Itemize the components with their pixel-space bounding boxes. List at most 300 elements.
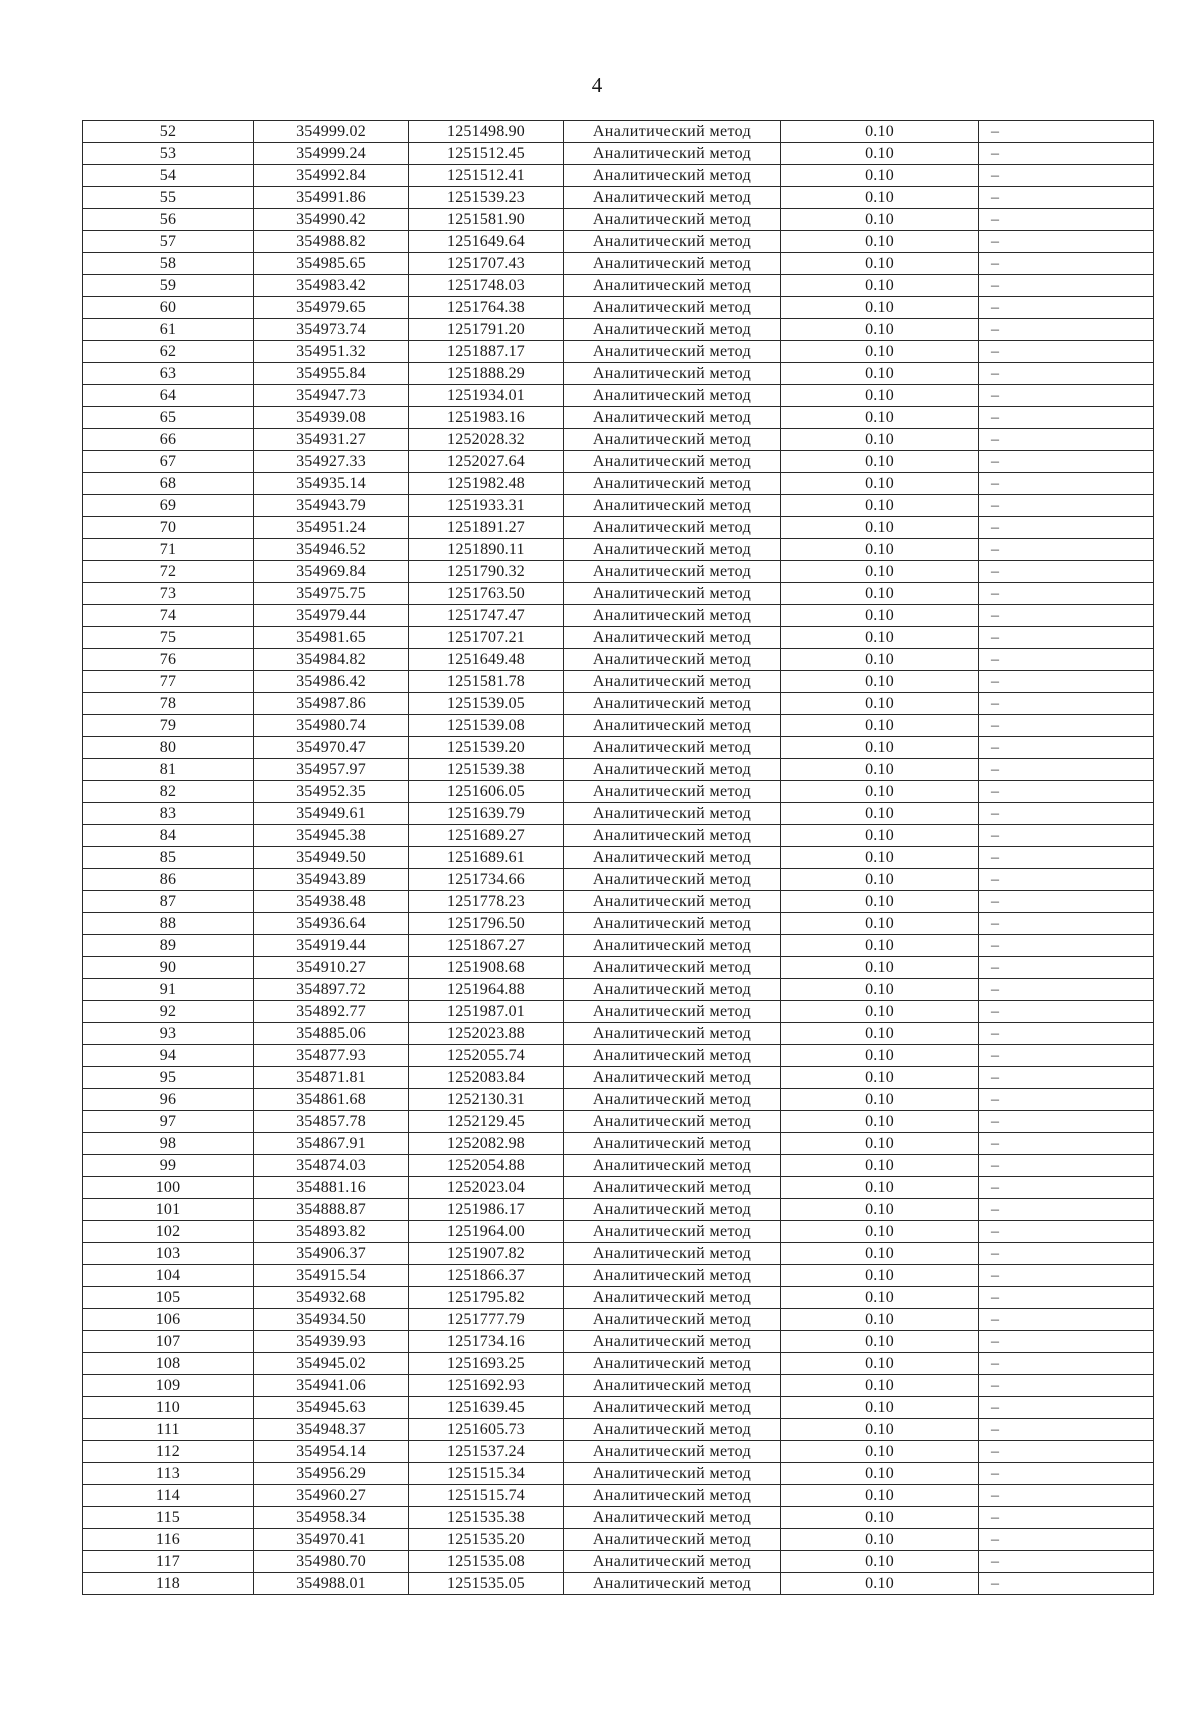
method-cell: Аналитический метод: [564, 1045, 781, 1067]
note-cell: –: [979, 715, 1154, 737]
point-number-cell: 118: [83, 1573, 254, 1595]
x-coordinate-cell: 354945.63: [254, 1397, 409, 1419]
note-cell: –: [979, 1023, 1154, 1045]
method-cell: Аналитический метод: [564, 583, 781, 605]
y-coordinate-cell: 1251649.48: [409, 649, 564, 671]
x-coordinate-cell: 354999.24: [254, 143, 409, 165]
y-coordinate-cell: 1251764.38: [409, 297, 564, 319]
method-cell: Аналитический метод: [564, 847, 781, 869]
x-coordinate-cell: 354956.29: [254, 1463, 409, 1485]
note-cell: –: [979, 1309, 1154, 1331]
x-coordinate-cell: 354987.86: [254, 693, 409, 715]
table-row: [83, 1155, 1154, 1177]
method-cell: Аналитический метод: [564, 1463, 781, 1485]
note-cell: –: [979, 935, 1154, 957]
accuracy-cell: 0.10: [781, 1177, 979, 1199]
note-cell: –: [979, 121, 1154, 143]
accuracy-cell: 0.10: [781, 385, 979, 407]
table-row: [83, 319, 1154, 341]
y-coordinate-cell: 1251539.05: [409, 693, 564, 715]
point-number-cell: 93: [83, 1023, 254, 1045]
y-coordinate-cell: 1252023.88: [409, 1023, 564, 1045]
note-cell: –: [979, 1089, 1154, 1111]
y-coordinate-cell: 1251964.00: [409, 1221, 564, 1243]
note-cell: –: [979, 165, 1154, 187]
point-number-cell: 106: [83, 1309, 254, 1331]
method-cell: Аналитический метод: [564, 231, 781, 253]
method-cell: Аналитический метод: [564, 341, 781, 363]
note-cell: –: [979, 1573, 1154, 1595]
accuracy-cell: 0.10: [781, 825, 979, 847]
x-coordinate-cell: 354949.61: [254, 803, 409, 825]
accuracy-cell: 0.10: [781, 1089, 979, 1111]
table-row: [83, 1023, 1154, 1045]
point-number-cell: 80: [83, 737, 254, 759]
y-coordinate-cell: 1251734.66: [409, 869, 564, 891]
y-coordinate-cell: 1251535.20: [409, 1529, 564, 1551]
point-number-cell: 60: [83, 297, 254, 319]
table-row: [83, 451, 1154, 473]
method-cell: Аналитический метод: [564, 781, 781, 803]
accuracy-cell: 0.10: [781, 1331, 979, 1353]
point-number-cell: 96: [83, 1089, 254, 1111]
y-coordinate-cell: 1251777.79: [409, 1309, 564, 1331]
note-cell: –: [979, 407, 1154, 429]
point-number-cell: 67: [83, 451, 254, 473]
x-coordinate-cell: 354945.02: [254, 1353, 409, 1375]
note-cell: –: [979, 869, 1154, 891]
x-coordinate-cell: 354949.50: [254, 847, 409, 869]
table-row: [83, 715, 1154, 737]
note-cell: –: [979, 1463, 1154, 1485]
x-coordinate-cell: 354938.48: [254, 891, 409, 913]
method-cell: Аналитический метод: [564, 1265, 781, 1287]
x-coordinate-cell: 354943.79: [254, 495, 409, 517]
note-cell: –: [979, 1397, 1154, 1419]
method-cell: Аналитический метод: [564, 605, 781, 627]
x-coordinate-cell: 354931.27: [254, 429, 409, 451]
x-coordinate-cell: 354927.33: [254, 451, 409, 473]
table-row: [83, 693, 1154, 715]
method-cell: Аналитический метод: [564, 253, 781, 275]
point-number-cell: 78: [83, 693, 254, 715]
point-number-cell: 58: [83, 253, 254, 275]
x-coordinate-cell: 354985.65: [254, 253, 409, 275]
x-coordinate-cell: 354981.65: [254, 627, 409, 649]
note-cell: –: [979, 891, 1154, 913]
method-cell: Аналитический метод: [564, 121, 781, 143]
table-row: [83, 649, 1154, 671]
page-number: [0, 72, 1200, 98]
method-cell: Аналитический метод: [564, 1397, 781, 1419]
table-row: [83, 1419, 1154, 1441]
method-cell: Аналитический метод: [564, 1529, 781, 1551]
y-coordinate-cell: 1251934.01: [409, 385, 564, 407]
point-number-cell: 87: [83, 891, 254, 913]
point-number-cell: 103: [83, 1243, 254, 1265]
x-coordinate-cell: 354936.64: [254, 913, 409, 935]
table-row: [83, 1243, 1154, 1265]
accuracy-cell: 0.10: [781, 1265, 979, 1287]
method-cell: Аналитический метод: [564, 1309, 781, 1331]
accuracy-cell: 0.10: [781, 1001, 979, 1023]
table-row: [83, 583, 1154, 605]
point-number-cell: 59: [83, 275, 254, 297]
accuracy-cell: 0.10: [781, 1045, 979, 1067]
x-coordinate-cell: 354984.82: [254, 649, 409, 671]
point-number-cell: 85: [83, 847, 254, 869]
table-row: [83, 1001, 1154, 1023]
method-cell: Аналитический метод: [564, 1155, 781, 1177]
accuracy-cell: 0.10: [781, 539, 979, 561]
method-cell: Аналитический метод: [564, 957, 781, 979]
table-row: [83, 297, 1154, 319]
point-number-cell: 109: [83, 1375, 254, 1397]
point-number-cell: 74: [83, 605, 254, 627]
point-number-cell: 98: [83, 1133, 254, 1155]
accuracy-cell: 0.10: [781, 1023, 979, 1045]
method-cell: Аналитический метод: [564, 891, 781, 913]
note-cell: –: [979, 957, 1154, 979]
note-cell: –: [979, 1155, 1154, 1177]
accuracy-cell: 0.10: [781, 759, 979, 781]
page-number-text: 4: [591, 73, 603, 97]
point-number-cell: 114: [83, 1485, 254, 1507]
point-number-cell: 53: [83, 143, 254, 165]
note-cell: –: [979, 517, 1154, 539]
note-cell: –: [979, 1419, 1154, 1441]
point-number-cell: 54: [83, 165, 254, 187]
point-number-cell: 116: [83, 1529, 254, 1551]
note-cell: –: [979, 627, 1154, 649]
note-cell: –: [979, 605, 1154, 627]
y-coordinate-cell: 1251512.41: [409, 165, 564, 187]
method-cell: Аналитический метод: [564, 1089, 781, 1111]
table-row: [83, 1221, 1154, 1243]
x-coordinate-cell: 354980.74: [254, 715, 409, 737]
accuracy-cell: 0.10: [781, 1309, 979, 1331]
table-row: [83, 1045, 1154, 1067]
point-number-cell: 105: [83, 1287, 254, 1309]
x-coordinate-cell: 354919.44: [254, 935, 409, 957]
method-cell: Аналитический метод: [564, 1419, 781, 1441]
note-cell: –: [979, 1199, 1154, 1221]
accuracy-cell: 0.10: [781, 1111, 979, 1133]
note-cell: –: [979, 1067, 1154, 1089]
note-cell: –: [979, 583, 1154, 605]
note-cell: –: [979, 1243, 1154, 1265]
point-number-cell: 102: [83, 1221, 254, 1243]
accuracy-cell: 0.10: [781, 209, 979, 231]
table-row: [83, 957, 1154, 979]
x-coordinate-cell: 354881.16: [254, 1177, 409, 1199]
method-cell: Аналитический метод: [564, 935, 781, 957]
accuracy-cell: 0.10: [781, 869, 979, 891]
y-coordinate-cell: 1251707.43: [409, 253, 564, 275]
accuracy-cell: 0.10: [781, 121, 979, 143]
x-coordinate-cell: 354957.97: [254, 759, 409, 781]
accuracy-cell: 0.10: [781, 1485, 979, 1507]
point-number-cell: 94: [83, 1045, 254, 1067]
method-cell: Аналитический метод: [564, 495, 781, 517]
table-row: [83, 1067, 1154, 1089]
point-number-cell: 112: [83, 1441, 254, 1463]
note-cell: –: [979, 297, 1154, 319]
point-number-cell: 66: [83, 429, 254, 451]
note-cell: –: [979, 1375, 1154, 1397]
y-coordinate-cell: 1251964.88: [409, 979, 564, 1001]
table-row: [83, 869, 1154, 891]
point-number-cell: 115: [83, 1507, 254, 1529]
y-coordinate-cell: 1251790.32: [409, 561, 564, 583]
method-cell: Аналитический метод: [564, 627, 781, 649]
x-coordinate-cell: 354934.50: [254, 1309, 409, 1331]
accuracy-cell: 0.10: [781, 693, 979, 715]
x-coordinate-cell: 354973.74: [254, 319, 409, 341]
x-coordinate-cell: 354954.14: [254, 1441, 409, 1463]
x-coordinate-cell: 354877.93: [254, 1045, 409, 1067]
point-number-cell: 95: [83, 1067, 254, 1089]
x-coordinate-cell: 354897.72: [254, 979, 409, 1001]
point-number-cell: 75: [83, 627, 254, 649]
note-cell: –: [979, 1551, 1154, 1573]
x-coordinate-cell: 354951.32: [254, 341, 409, 363]
table-row: [83, 209, 1154, 231]
point-number-cell: 73: [83, 583, 254, 605]
accuracy-cell: 0.10: [781, 583, 979, 605]
table-body: [83, 121, 1154, 1595]
x-coordinate-cell: 354943.89: [254, 869, 409, 891]
x-coordinate-cell: 354988.01: [254, 1573, 409, 1595]
y-coordinate-cell: 1251747.47: [409, 605, 564, 627]
accuracy-cell: 0.10: [781, 1529, 979, 1551]
y-coordinate-cell: 1252054.88: [409, 1155, 564, 1177]
note-cell: –: [979, 539, 1154, 561]
point-number-cell: 72: [83, 561, 254, 583]
accuracy-cell: 0.10: [781, 891, 979, 913]
table-row: [83, 1199, 1154, 1221]
table-row: [83, 1353, 1154, 1375]
point-number-cell: 117: [83, 1551, 254, 1573]
table-row: [83, 671, 1154, 693]
x-coordinate-cell: 354960.27: [254, 1485, 409, 1507]
y-coordinate-cell: 1251512.45: [409, 143, 564, 165]
x-coordinate-cell: 354915.54: [254, 1265, 409, 1287]
table-row: [83, 1375, 1154, 1397]
method-cell: Аналитический метод: [564, 1287, 781, 1309]
method-cell: Аналитический метод: [564, 407, 781, 429]
y-coordinate-cell: 1251498.90: [409, 121, 564, 143]
table-row: [83, 627, 1154, 649]
x-coordinate-cell: 354871.81: [254, 1067, 409, 1089]
accuracy-cell: 0.10: [781, 935, 979, 957]
accuracy-cell: 0.10: [781, 1507, 979, 1529]
method-cell: Аналитический метод: [564, 1485, 781, 1507]
point-number-cell: 79: [83, 715, 254, 737]
table-row: [83, 847, 1154, 869]
point-number-cell: 101: [83, 1199, 254, 1221]
point-number-cell: 104: [83, 1265, 254, 1287]
note-cell: –: [979, 693, 1154, 715]
x-coordinate-cell: 354893.82: [254, 1221, 409, 1243]
accuracy-cell: 0.10: [781, 1243, 979, 1265]
note-cell: –: [979, 1177, 1154, 1199]
x-coordinate-cell: 354857.78: [254, 1111, 409, 1133]
method-cell: Аналитический метод: [564, 737, 781, 759]
x-coordinate-cell: 354979.44: [254, 605, 409, 627]
table-row: [83, 473, 1154, 495]
y-coordinate-cell: 1251867.27: [409, 935, 564, 957]
accuracy-cell: 0.10: [781, 627, 979, 649]
table-row: [83, 935, 1154, 957]
x-coordinate-cell: 354945.38: [254, 825, 409, 847]
method-cell: Аналитический метод: [564, 1551, 781, 1573]
y-coordinate-cell: 1251539.08: [409, 715, 564, 737]
table-row: [83, 979, 1154, 1001]
y-coordinate-cell: 1251606.05: [409, 781, 564, 803]
accuracy-cell: 0.10: [781, 1067, 979, 1089]
table-row: [83, 341, 1154, 363]
y-coordinate-cell: 1252028.32: [409, 429, 564, 451]
method-cell: Аналитический метод: [564, 473, 781, 495]
x-coordinate-cell: 354991.86: [254, 187, 409, 209]
point-number-cell: 61: [83, 319, 254, 341]
table-row: [83, 143, 1154, 165]
x-coordinate-cell: 354861.68: [254, 1089, 409, 1111]
note-cell: –: [979, 781, 1154, 803]
x-coordinate-cell: 354951.24: [254, 517, 409, 539]
method-cell: Аналитический метод: [564, 649, 781, 671]
accuracy-cell: 0.10: [781, 187, 979, 209]
method-cell: Аналитический метод: [564, 1133, 781, 1155]
point-number-cell: 88: [83, 913, 254, 935]
table-row: [83, 385, 1154, 407]
note-cell: –: [979, 253, 1154, 275]
accuracy-cell: 0.10: [781, 715, 979, 737]
method-cell: Аналитический метод: [564, 1375, 781, 1397]
y-coordinate-cell: 1252023.04: [409, 1177, 564, 1199]
accuracy-cell: 0.10: [781, 605, 979, 627]
method-cell: Аналитический метод: [564, 1067, 781, 1089]
method-cell: Аналитический метод: [564, 869, 781, 891]
x-coordinate-cell: 354948.37: [254, 1419, 409, 1441]
point-number-cell: 71: [83, 539, 254, 561]
table-row: [83, 1529, 1154, 1551]
method-cell: Аналитический метод: [564, 913, 781, 935]
y-coordinate-cell: 1251535.08: [409, 1551, 564, 1573]
accuracy-cell: 0.10: [781, 517, 979, 539]
method-cell: Аналитический метод: [564, 1243, 781, 1265]
x-coordinate-cell: 354952.35: [254, 781, 409, 803]
point-number-cell: 99: [83, 1155, 254, 1177]
x-coordinate-cell: 354992.84: [254, 165, 409, 187]
table-row: [83, 1551, 1154, 1573]
x-coordinate-cell: 354970.47: [254, 737, 409, 759]
method-cell: Аналитический метод: [564, 1331, 781, 1353]
point-number-cell: 82: [83, 781, 254, 803]
accuracy-cell: 0.10: [781, 1353, 979, 1375]
point-number-cell: 107: [83, 1331, 254, 1353]
note-cell: –: [979, 1287, 1154, 1309]
accuracy-cell: 0.10: [781, 847, 979, 869]
table-row: [83, 1111, 1154, 1133]
table-row: [83, 781, 1154, 803]
table-row: [83, 561, 1154, 583]
note-cell: –: [979, 913, 1154, 935]
x-coordinate-cell: 354986.42: [254, 671, 409, 693]
point-number-cell: 90: [83, 957, 254, 979]
table-row: [83, 1133, 1154, 1155]
point-number-cell: 69: [83, 495, 254, 517]
note-cell: –: [979, 671, 1154, 693]
note-cell: –: [979, 1353, 1154, 1375]
point-number-cell: 70: [83, 517, 254, 539]
point-number-cell: 83: [83, 803, 254, 825]
table-row: [83, 1309, 1154, 1331]
table-row: [83, 121, 1154, 143]
y-coordinate-cell: 1251535.38: [409, 1507, 564, 1529]
x-coordinate-cell: 354990.42: [254, 209, 409, 231]
accuracy-cell: 0.10: [781, 1573, 979, 1595]
accuracy-cell: 0.10: [781, 1397, 979, 1419]
table-row: [83, 1441, 1154, 1463]
table-row: [83, 407, 1154, 429]
note-cell: –: [979, 1221, 1154, 1243]
y-coordinate-cell: 1251907.82: [409, 1243, 564, 1265]
table-row: [83, 253, 1154, 275]
x-coordinate-cell: 354939.93: [254, 1331, 409, 1353]
x-coordinate-cell: 354939.08: [254, 407, 409, 429]
accuracy-cell: 0.10: [781, 737, 979, 759]
point-number-cell: 62: [83, 341, 254, 363]
x-coordinate-cell: 354999.02: [254, 121, 409, 143]
method-cell: Аналитический метод: [564, 209, 781, 231]
table-row: [83, 1397, 1154, 1419]
method-cell: Аналитический метод: [564, 1111, 781, 1133]
accuracy-cell: 0.10: [781, 1199, 979, 1221]
note-cell: –: [979, 649, 1154, 671]
accuracy-cell: 0.10: [781, 979, 979, 1001]
method-cell: Аналитический метод: [564, 979, 781, 1001]
y-coordinate-cell: 1251689.61: [409, 847, 564, 869]
accuracy-cell: 0.10: [781, 429, 979, 451]
method-cell: Аналитический метод: [564, 1507, 781, 1529]
accuracy-cell: 0.10: [781, 1419, 979, 1441]
note-cell: –: [979, 1265, 1154, 1287]
table-row: [83, 539, 1154, 561]
y-coordinate-cell: 1251796.50: [409, 913, 564, 935]
note-cell: –: [979, 143, 1154, 165]
y-coordinate-cell: 1251537.24: [409, 1441, 564, 1463]
method-cell: Аналитический метод: [564, 143, 781, 165]
method-cell: Аналитический метод: [564, 1177, 781, 1199]
method-cell: Аналитический метод: [564, 715, 781, 737]
table-row: [83, 1507, 1154, 1529]
method-cell: Аналитический метод: [564, 165, 781, 187]
method-cell: Аналитический метод: [564, 1353, 781, 1375]
accuracy-cell: 0.10: [781, 1375, 979, 1397]
x-coordinate-cell: 354892.77: [254, 1001, 409, 1023]
x-coordinate-cell: 354969.84: [254, 561, 409, 583]
accuracy-cell: 0.10: [781, 781, 979, 803]
table-row: [83, 165, 1154, 187]
accuracy-cell: 0.10: [781, 253, 979, 275]
method-cell: Аналитический метод: [564, 1199, 781, 1221]
note-cell: –: [979, 1441, 1154, 1463]
note-cell: –: [979, 979, 1154, 1001]
note-cell: –: [979, 803, 1154, 825]
table-row: [83, 1287, 1154, 1309]
